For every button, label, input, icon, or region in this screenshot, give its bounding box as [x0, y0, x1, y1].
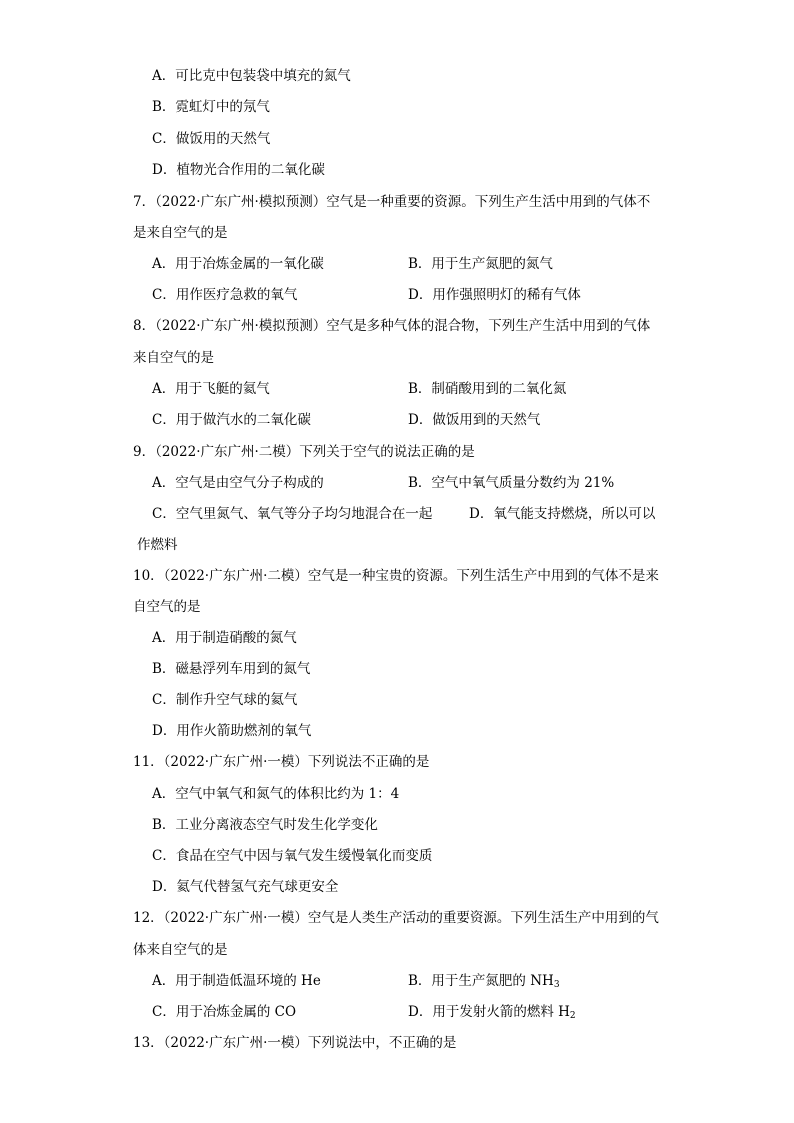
q10-option-a: A．用于制造硝酸的氮气	[152, 630, 297, 646]
q11-option-b: B．工业分离液态空气时发生化学变化	[152, 817, 378, 833]
q12-option-b-subscript: 3	[553, 980, 560, 990]
q8-stem-line2: 来自空气的是	[133, 350, 214, 366]
q12-option-b	[408, 971, 560, 991]
q9-option-a: A．空气是由空气分子构成的	[152, 475, 324, 491]
q11-stem: 11．（2022·广东广州·一模）下列说法不正确的是	[133, 754, 430, 770]
q8-stem-line1: 8．（2022·广东广州·模拟预测）空气是多种气体的混合物，下列生产生活中用到的气体	[133, 318, 651, 334]
q7-option-b: B．用于生产氮肥的氮气	[408, 256, 553, 272]
q10-option-c: C．制作升空气球的氦气	[152, 692, 298, 708]
q8-option-b: B．制硝酸用到的二氧化氮	[408, 381, 567, 397]
q6-option-a: A．可比克中包装袋中填充的氮气	[152, 68, 351, 84]
q11-option-c: C．食品在空气中因与氧气发生缓慢氧化而变质	[152, 848, 433, 864]
q6-option-c: C．做饭用的天然气	[152, 131, 271, 147]
q9-option-d-continued: 作燃料	[137, 537, 178, 553]
q12-option-a: A．用于制造低温环境的 He	[152, 973, 321, 989]
q10-option-b: B．磁悬浮列车用到的氮气	[152, 661, 311, 677]
q12-stem-line2: 体来自空气的是	[133, 942, 228, 958]
q12-option-b-text: B．用于生产氮肥的 NH	[408, 973, 554, 989]
q12-option-d-subscript: 2	[569, 1011, 576, 1021]
q7-option-d: D．用作强照明灯的稀有气体	[408, 287, 581, 303]
q10-stem-line1: 10．（2022·广东广州·二模）空气是一种宝贵的资源。下列生活生产中用到的气体不是来	[133, 568, 659, 584]
q10-stem-line2: 自空气的是	[133, 599, 201, 615]
q8-option-c: C．用于做汽水的二氧化碳	[152, 412, 311, 428]
q10-option-d: D．用作火箭助燃剂的氧气	[152, 723, 312, 739]
q12-option-c: C．用于冶炼金属的 CO	[152, 1004, 297, 1020]
q12-stem-line1: 12．（2022·广东广州·一模）空气是人类生产活动的重要资源。下列生活生产中用到的气	[133, 910, 659, 926]
q9-option-c: C．空气里氮气、氧气等分子均匀地混合在一起	[152, 506, 433, 522]
q7-stem-line1: 7．（2022·广东广州·模拟预测）空气是一种重要的资源。下列生产生活中用到的气体不	[133, 194, 651, 210]
q6-option-b: B．霓虹灯中的氖气	[152, 99, 270, 115]
q12-option-d	[408, 1002, 576, 1022]
q8-option-a: A．用于飞艇的氦气	[152, 381, 270, 397]
q7-stem-line2: 是来自空气的是	[133, 225, 228, 241]
q7-option-c: C．用作医疗急救的氧气	[152, 287, 298, 303]
q9-stem: 9．（2022·广东广州·二模）下列关于空气的说法正确的是	[133, 444, 475, 460]
q7-option-a: A．用于冶炼金属的一氧化碳	[152, 256, 324, 272]
q6-option-d: D．植物光合作用的二氧化碳	[152, 162, 325, 178]
q12-option-d-text: D．用于发射火箭的燃料 H	[408, 1004, 570, 1020]
q11-option-a: A．空气中氧气和氮气的体积比约为 1：4	[152, 786, 400, 802]
q9-option-b: B．空气中氧气质量分数约为 21%	[408, 475, 615, 491]
q13-stem: 13．（2022·广东广州·一模）下列说法中，不正确的是	[133, 1035, 457, 1051]
q11-option-d: D．氦气代替氢气充气球更安全	[152, 879, 339, 895]
q9-option-d: D．氧气能支持燃烧，所以可以	[469, 506, 656, 522]
q8-option-d: D．做饭用到的天然气	[408, 412, 541, 428]
